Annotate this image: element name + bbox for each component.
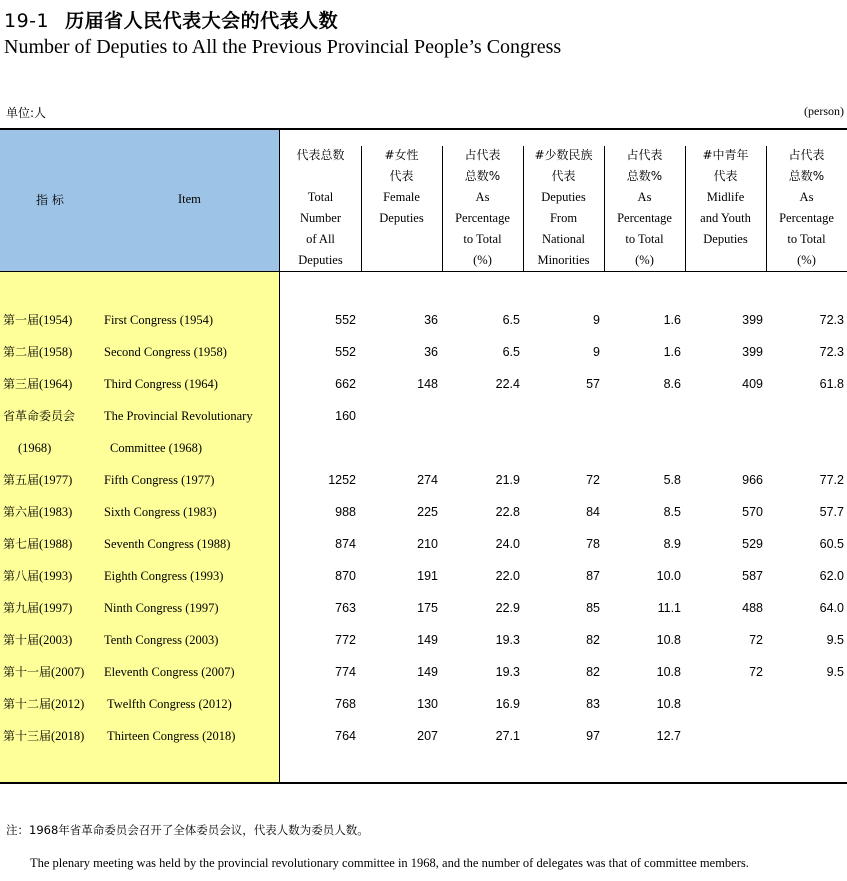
table-cell: 8.5 [663,505,681,519]
table-cell: 10.0 [656,569,681,583]
column-header-en-line: Total [307,190,334,204]
table-cell: 772 [335,633,356,647]
row-label-cn [3,560,72,592]
table-cell: 85 [586,601,600,615]
column-header-en-line: From [549,211,578,225]
column-header-5 [604,145,685,271]
column-header-cn-line: 总数% [788,169,825,183]
table-cell: 587 [742,569,763,583]
table-cell: 24.0 [495,537,520,551]
column-header-cn-line: 占代表 [464,148,501,162]
table-cell: 84 [586,505,600,519]
table-number: 19-1 [4,10,50,32]
table-cell: 763 [335,601,356,615]
title-chinese: 历届省人民代表大会的代表人数 [65,10,339,32]
row-label-en: Ninth Congress (1997) [104,601,219,615]
column-header-en-line: (%) [473,253,492,267]
table-cell: 399 [742,313,763,327]
header-spacer [280,166,361,187]
column-header-cn-line: #少数民族 [534,148,593,162]
row-label-cn-text: 第三届 [3,377,40,391]
column-header-cn-line: #女性 [384,148,419,162]
row-label-cn [3,336,72,368]
table-cell: 97 [586,729,600,743]
table-cell: 22.0 [495,569,520,583]
row-label-en: The Provincial Revolutionary [104,409,253,423]
column-header-cn-line: 代表总数 [296,148,345,162]
table-cell: 552 [335,345,356,359]
table-cell: 8.6 [663,377,681,391]
column-header-en-line: to Total [787,232,826,246]
row-label-cn [18,432,51,464]
table-cell: 72 [586,473,600,487]
table-cell: 409 [742,377,763,391]
table-cell: 274 [417,473,438,487]
table-cell: 175 [417,601,438,615]
table-cell: 72.3 [819,345,844,359]
row-label-cn [3,464,72,496]
table-cell: 62.0 [819,569,844,583]
row-label-en: Second Congress (1958) [104,345,227,359]
row-label-year: (1997) [39,601,73,615]
row-label-cn-text: 第十二届 [3,697,52,711]
row-label-cn-text: 第一届 [3,313,40,327]
table-cell: 19.3 [495,665,520,679]
table-cell: 9.5 [826,665,844,679]
column-header-cn-line: 总数% [464,169,501,183]
table-cell: 72 [749,633,763,647]
table-cell: 10.8 [656,633,681,647]
page-title-cn [4,6,338,33]
column-header-en-line: Deputies [703,232,748,246]
table-cell: 149 [417,633,438,647]
table-row [0,656,847,688]
column-header-2 [361,145,442,229]
row-label-en: Third Congress (1964) [104,377,218,391]
table-cell: 36 [424,345,438,359]
table-cell: 210 [417,537,438,551]
table-row [0,560,847,592]
row-label-en: Tenth Congress (2003) [104,633,219,647]
table-cell: 22.9 [495,601,520,615]
row-label-cn [3,688,84,720]
column-header-en-line: Deputies [298,253,343,267]
table-cell: 9 [593,313,600,327]
row-label-year: (1968) [18,441,52,455]
table-cell: 399 [742,345,763,359]
column-header-en-line: As [637,190,652,204]
header-item: Item [178,192,201,206]
table-row [0,624,847,656]
table-row [0,432,847,464]
column-header-cn-line: 代表 [551,169,576,183]
deputies-table [0,128,847,784]
column-header-cn-line: 代表 [713,169,738,183]
table-bottom-rule [0,782,847,784]
row-label-cn-text: 第七届 [3,537,40,551]
row-label-cn-text: 省革命委员会 [3,409,76,423]
column-header-en-line: of All [306,232,335,246]
row-label-year: (2007) [51,665,85,679]
row-label-en: Seventh Congress (1988) [104,537,231,551]
column-header-7 [766,145,847,271]
table-cell: 149 [417,665,438,679]
row-label-cn [3,528,72,560]
table-cell: 5.8 [663,473,681,487]
column-header-6 [685,145,766,250]
column-header-cn-line: #中青年 [702,148,749,162]
table-row [0,720,847,752]
table-cell: 207 [417,729,438,743]
table-cell: 27.1 [495,729,520,743]
column-header-en-line: (%) [797,253,816,267]
table-cell: 61.8 [819,377,844,391]
table-cell: 83 [586,697,600,711]
row-label-year: (2012) [51,697,85,711]
column-header-en-line: (%) [635,253,654,267]
table-cell: 1.6 [663,313,681,327]
page-title-en: Number of Deputies to All the Previous Provincial People’s Congress [4,36,562,58]
row-label-cn [3,656,84,688]
row-label-cn-text: 第六届 [3,505,40,519]
column-header-cn-line: 代表 [389,169,414,183]
column-header-en-line: Percentage [779,211,834,225]
table-cell: 1.6 [663,345,681,359]
row-label-en: Thirteen Congress (2018) [107,729,236,743]
row-label-en: First Congress (1954) [104,313,214,327]
table-cell: 60.5 [819,537,844,551]
row-label-cn [3,400,75,432]
table-cell: 22.4 [495,377,520,391]
table-row [0,496,847,528]
column-header-en-line: Midlife [706,190,745,204]
table-cell: 82 [586,633,600,647]
table-cell: 72.3 [819,313,844,327]
table-cell: 529 [742,537,763,551]
table-cell: 11.1 [657,601,681,615]
row-label-cn-text: 第五届 [3,473,40,487]
row-label-en: Committee (1968) [110,441,202,455]
row-label-year: (1964) [39,377,73,391]
table-cell: 9 [593,345,600,359]
row-label-en: Sixth Congress (1983) [104,505,217,519]
row-label-year: (1954) [39,313,73,327]
table-cell: 552 [335,313,356,327]
row-label-cn [3,624,72,656]
table-cell: 488 [742,601,763,615]
row-label-cn-text: 第二届 [3,345,40,359]
table-cell: 870 [335,569,356,583]
table-cell: 966 [742,473,763,487]
column-header-en-line: to Total [463,232,502,246]
header-indicator: 指 标 [36,193,64,207]
row-label-cn [3,368,72,400]
table-cell: 1252 [328,473,356,487]
table-row [0,400,847,432]
table-row [0,592,847,624]
row-label-cn [3,496,72,528]
table-row [0,464,847,496]
row-label-cn-text: 第十届 [3,633,40,647]
note-chinese: 注：1968年省革命委员会召开了全体委员会议，代表人数为委员人数。 [6,823,369,837]
table-cell: 6.5 [502,345,520,359]
column-header-en-line: Percentage [617,211,672,225]
table-cell: 6.5 [502,313,520,327]
row-label-year: (2018) [51,729,85,743]
row-label-cn [3,720,84,752]
table-cell: 774 [335,665,356,679]
column-header-4 [523,145,604,271]
table-cell: 64.0 [819,601,844,615]
column-header-en-line: to Total [625,232,664,246]
table-row [0,528,847,560]
table-cell: 21.9 [495,473,520,487]
row-label-en: Twelfth Congress (2012) [107,697,232,711]
row-label-cn [3,592,72,624]
table-cell: 570 [742,505,763,519]
column-header-en-line: Minorities [537,253,590,267]
table-cell: 16.9 [495,697,520,711]
table-cell: 662 [335,377,356,391]
row-label-year: (1983) [39,505,73,519]
table-cell: 57.7 [819,505,844,519]
column-header-en-line: National [541,232,586,246]
table-cell: 225 [417,505,438,519]
column-header-en-line: Percentage [455,211,510,225]
row-label-cn-text: 第八届 [3,569,40,583]
unit-label-cn: 单位:人 [6,106,47,120]
row-label-cn-text: 第十三届 [3,729,52,743]
row-label-en: Fifth Congress (1977) [104,473,215,487]
table-cell: 78 [586,537,600,551]
table-cell: 10.8 [656,665,681,679]
table-cell: 130 [417,697,438,711]
row-label-cn [3,304,72,336]
note-english: The plenary meeting was held by the provincial revolutionary committee in 1968, and the number of delegates was that of committee members. [30,856,749,870]
column-header-en-line: As [799,190,814,204]
table-cell: 10.8 [656,697,681,711]
table-cell: 77.2 [819,473,844,487]
column-header-cn-line: 占代表 [626,148,663,162]
column-header-en-line: Number [300,211,341,225]
header-bottom-rule [0,271,847,272]
column-header-en-line: and Youth [700,211,751,225]
table-cell: 57 [586,377,600,391]
table-cell: 72 [749,665,763,679]
row-label-cn-text: 第九届 [3,601,40,615]
table-row [0,304,847,336]
table-cell: 988 [335,505,356,519]
column-header-cn-line: 总数% [626,169,663,183]
row-label-cn-text: 第十一届 [3,665,52,679]
column-header-3 [442,145,523,271]
column-header-en-line: Deputies [541,190,586,204]
table-cell: 82 [586,665,600,679]
table-cell: 764 [335,729,356,743]
column-header-en-line: Deputies [379,211,424,225]
table-row [0,368,847,400]
row-label-en: Eleventh Congress (2007) [104,665,235,679]
column-header-en-line: As [475,190,490,204]
table-cell: 768 [335,697,356,711]
table-cell: 87 [586,569,600,583]
table-cell: 160 [335,409,356,423]
unit-label-en: (person) [804,104,844,118]
table-cell: 12.7 [656,729,681,743]
row-label-year: (1988) [39,537,73,551]
column-header-1 [280,145,361,271]
column-header-en-line: Female [383,190,420,204]
table-cell: 148 [417,377,438,391]
row-label-year: (1958) [39,345,73,359]
table-row [0,336,847,368]
table-row [0,688,847,720]
column-header-cn-line: 占代表 [788,148,825,162]
table-cell: 191 [417,569,438,583]
row-label-en: Eighth Congress (1993) [104,569,224,583]
row-label-year: (1977) [39,473,73,487]
table-cell: 9.5 [826,633,844,647]
table-cell: 8.9 [663,537,681,551]
table-cell: 19.3 [495,633,520,647]
row-label-year: (2003) [39,633,73,647]
table-cell: 36 [424,313,438,327]
row-label-year: (1993) [39,569,73,583]
table-cell: 874 [335,537,356,551]
table-cell: 22.8 [495,505,520,519]
